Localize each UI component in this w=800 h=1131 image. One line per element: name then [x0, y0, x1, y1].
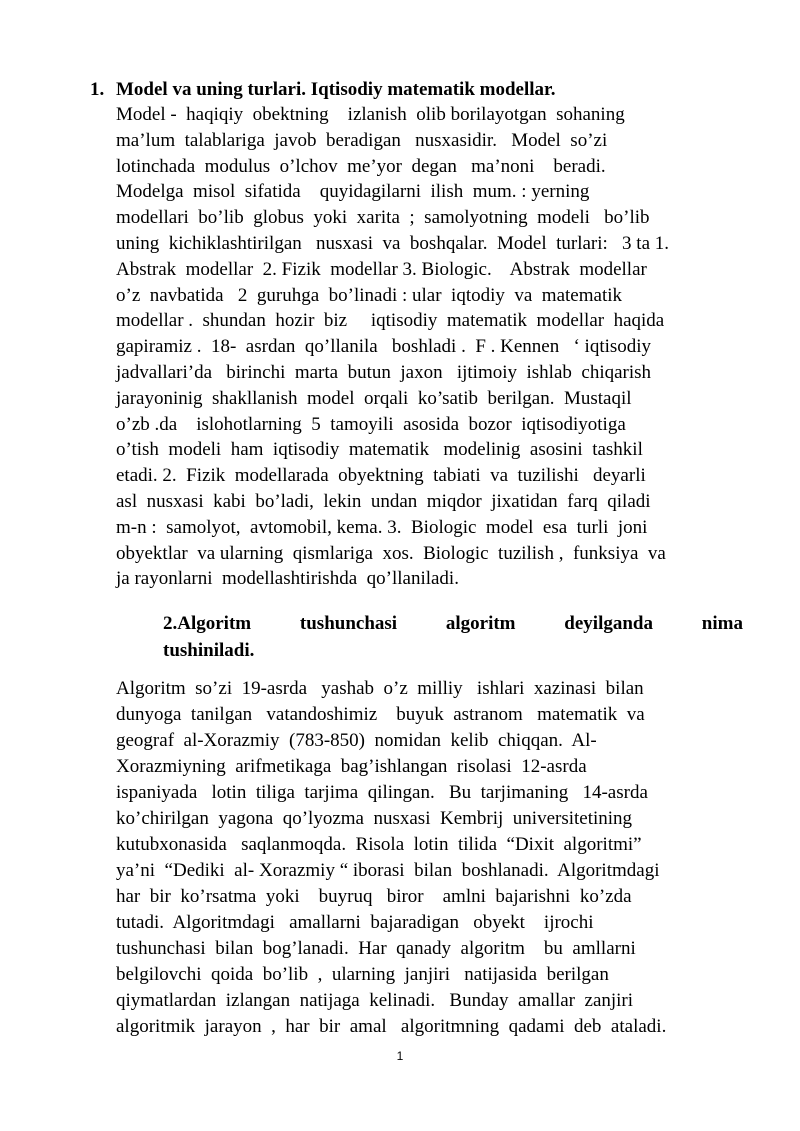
section-model-types: [90, 78, 745, 592]
section-2-text-line: tutadi. Algoritmdagi amallarni bajaradigan obyekt ijrochi: [116, 912, 594, 933]
section-2-title-word: 2.Algoritm: [163, 613, 252, 634]
section-2-title-word: nima: [701, 613, 743, 634]
section-2-text-line: belgilovchi qoida bo’lib , ularning janjiri natijasida berilgan: [116, 964, 609, 985]
page-number: 1: [396, 1049, 404, 1063]
section-2-title-word: deyilganda: [564, 613, 653, 634]
section-2-title-word: algoritm: [445, 613, 516, 634]
section-1-text-line: Modelga misol sifatida quyidagilarni ilish mum. : yerning: [116, 181, 590, 203]
section-1-text-line: modellari bo’lib globus yoki xarita ; samolyotning modeli bo’lib: [116, 207, 650, 229]
section-2-text-line: Algoritm so’zi 19-asrda yashab o’z milliy ishlari xazinasi bilan: [116, 678, 644, 699]
section-1-text-line: ja rayonlarni modellashtirishda qo’llaniladi.: [116, 568, 459, 590]
section-2-text-line: geograf al-Xorazmiy (783-850) nomidan kelib chiqqan. Al-: [116, 730, 597, 751]
section-1-text-line: obyektlar va ularning qismlariga xos. Biologic tuzilish , funksiya va: [116, 542, 666, 564]
section-2-text-line: ispaniyada lotin tiliga tarjima qilingan. Bu tarjimaning 14-asrda: [116, 782, 648, 803]
section-1-text-line: modellar . shundan hozir biz iqtisodiy matematik modellar haqida: [116, 310, 665, 332]
section-1-text-line: Model - haqiqiy obektning izlanish olib borilayotgan sohaning: [116, 104, 625, 125]
section-2-text-line: kutubxonasida saqlanmoqda. Risola lotin tilida “Dixit algoritmi”: [116, 834, 642, 855]
section-1-text-line: jarayoninig shakllanish model orqali ko’satib berilgan. Mustaqil: [116, 387, 632, 409]
section-2-text-line: algoritmik jarayon , har bir amal algoritmning qadami deb ataladi.: [116, 1016, 667, 1037]
section-1-text-line: m-n : samolyot, avtomobil, kema. 3. Biologic model esa turli joni: [116, 516, 648, 538]
section-1-text-line: jadvallari’da birinchi marta butun jaxon ijtimoiy ishlab chiqarish: [116, 361, 652, 383]
section-2-text-line: dunyoga tanilgan vatandoshimiz buyuk astranom matematik va: [116, 704, 645, 725]
section-2-title-line-1: [163, 610, 743, 637]
section-1-text-line: lotinchada modulus o’lchov me’yor degan ma’noni beradi.: [116, 155, 606, 177]
section-1-text-line: o’tish modeli ham iqtisodiy matematik modelinig asosini tashkil: [116, 439, 643, 461]
section-2-text-line: Xorazmiyning arifmetikaga bag’ishlangan risolasi 12-asrda: [116, 756, 587, 777]
section-1-text-line: gapiramiz . 18- asrdan qo’llanila boshladi . F . Kennen ‘ iqtisodiy: [116, 336, 652, 358]
section-1-title: Model va uning turlari. Iqtisodiy matematik modellar.: [116, 79, 556, 100]
section-1-text-line: o’zb .da islohotlarning 5 tamoyili asosida bozor iqtisodiyotiga: [116, 413, 626, 435]
section-2-title-word: tushunchasi: [299, 613, 398, 634]
section-1-heading: [90, 78, 745, 102]
section-1-number: 1.: [90, 79, 105, 100]
section-2-text-line: har bir ko’rsatma yoki buyruq biror amlni bajarishni ko’zda: [116, 886, 632, 907]
section-2-text-line: qiymatlardan izlangan natijaga kelinadi. Bunday amallar zanjiri: [116, 990, 634, 1011]
section-2-text-line: ko’chirilgan yagona qo’lyozma nusxasi Kembrij universitetining: [116, 808, 633, 829]
section-2-title-line-2: tushiniladi.: [163, 640, 255, 661]
section-1-text-line: asl nusxasi kabi bo’ladi, lekin undan miqdor jixatidan farq qiladi: [116, 490, 651, 512]
section-1-text-line: uning kichiklashtirilgan nusxasi va boshqalar. Model turlari: 3 ta 1.: [116, 232, 670, 254]
section-1-text-line: o’z navbatida 2 guruhga bo’linadi : ular iqtodiy va matematik: [116, 284, 623, 306]
section-1-body: [116, 102, 745, 592]
section-1-text-line: ma’lum talablariga javob beradigan nusxasidir. Model so’zi: [116, 129, 608, 151]
section-2-body: [116, 676, 756, 1040]
section-2-text-line: ya’ni “Dediki al- Xorazmiy “ iborasi bilan boshlanadi. Algoritmdagi: [116, 860, 660, 881]
section-1-text-line: etadi. 2. Fizik modellarada obyektning tabiati va tuzilishi deyarli: [116, 465, 646, 487]
section-1-text-line: Abstrak modellar 2. Fizik modellar 3. Biologic. Abstrak modellar: [116, 258, 647, 280]
section-2-text-line: tushunchasi bilan bog’lanadi. Har qanady algoritm bu amllarni: [116, 938, 636, 959]
section-2-heading: [163, 610, 743, 664]
